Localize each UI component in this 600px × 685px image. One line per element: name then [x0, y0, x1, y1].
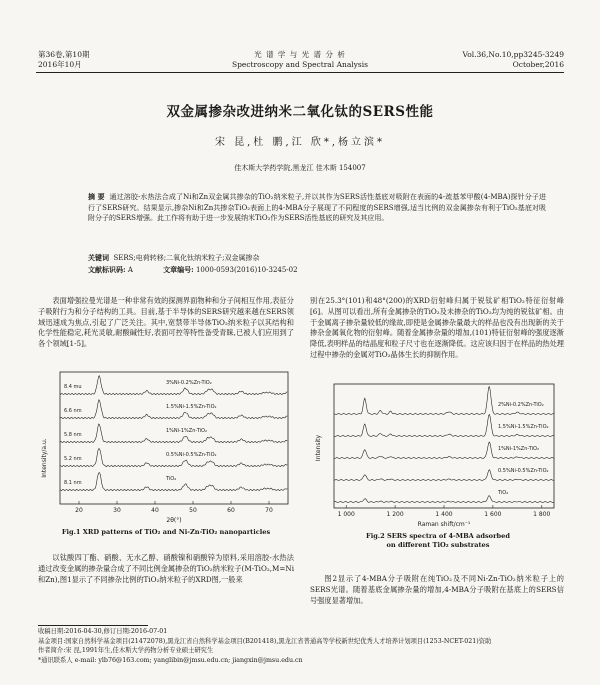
fig1-size-label: 8.1 nm	[64, 480, 82, 486]
fig1-xlabel: 2θ(°)	[166, 517, 182, 524]
article-number: 1000-0593(2016)10-3245-02	[195, 266, 298, 274]
journal-title-cn: 光 谱 学 与 光 谱 分 析	[254, 50, 346, 59]
classification-value: A	[127, 266, 133, 274]
abstract-text: 通过溶胶-水热法合成了Ni和Zn双金属共掺杂的TiO₂纳米粒子,并以其作为SERS活性基底对吸附在表面的4-巯基苯甲酸(4-MBA)探针分子进行了SERS研究。结果显示,掺杂Ni和Zn共掺杂TiO₂表面上的4-MBA分子展现了不同程度的SERS增强,适当比例的双金属掺杂有利于TiO₂基底对吸附分子的SERS增强。此工作将有助于进一步发展纳米TiO₂作为SERS活性基底的研究及其应用。	[88, 193, 547, 223]
fig1-tick-label: 70	[265, 507, 273, 514]
authors: 宋 昆,杜 鹏,江 欣*,杨立滨*	[214, 137, 386, 148]
footnote-author: 作者简介:宋 昆,1991年生,佳木斯大学药物分析专业硕士研究生	[38, 647, 214, 655]
volume-pages: Vol.36,No.10,pp3245-3249	[462, 50, 564, 59]
figure-1-xrd	[38, 368, 294, 526]
paper-title: 双金属掺杂改进纳米二氧化钛的SERS性能	[166, 104, 434, 120]
fig1-sample-label: 3%Ni-0.2%Zn-TiO₂	[166, 380, 212, 386]
fig1-size-label: 6.6 nm	[64, 408, 82, 414]
classification-label: 文献标识码:	[88, 265, 126, 274]
fig1-size-label: 5.2 nm	[64, 456, 82, 462]
fig1-ylabel: Intensity/a.u.	[41, 438, 48, 478]
month-year: October,2016	[512, 60, 564, 69]
footnotes	[38, 627, 562, 665]
fig2-sample-label: 0.5%Ni-0.5%Zn-TiO₂	[498, 468, 549, 474]
footnote-funding: 基金项目:国家自然科学基金项目(21472078),黑龙江省自然科学基金项目(B201418),黑龙江省普通高等学校新世纪优秀人才培养计划项目(1253-NCET-021)资助	[38, 637, 492, 645]
classification	[88, 265, 546, 275]
fig2-sample-label: 1.5%Ni-1.5%Zn-TiO₂	[498, 424, 549, 430]
footnote-rule	[38, 625, 148, 626]
figure-2-caption	[312, 532, 564, 550]
figure-2-caption-line1: Fig.2 SERS spectra of 4-MBA adsorbed	[366, 532, 510, 540]
fig2-sample-label: TiO₂	[498, 490, 509, 496]
fig2-tick-label: 1 600	[484, 511, 502, 518]
fig1-tick-label: 20	[75, 507, 83, 514]
fig2-sample-label: 1%Ni-1%Zn-TiO₂	[498, 446, 539, 452]
footnote-received: 收稿日期:2016-04-30,修订日期:2016-07-01	[38, 628, 168, 635]
figure-2-caption-line2: on different TiO₂ substrates	[386, 541, 490, 549]
keywords-label: 关键词	[88, 253, 109, 262]
footnote-email: *通讯联系人 e-mail: ylb76@163.com; yanglibin@jmsu.edu.cn; jiangxin@jmsu.edu.cn	[38, 656, 303, 664]
fig1-size-label: 8.4 mu	[64, 384, 82, 390]
fig1-tick-label: 60	[227, 507, 235, 514]
fig1-tick-label: 50	[189, 507, 197, 514]
fig2-tick-label: 1 800	[533, 511, 551, 518]
fig2-spectrum	[334, 496, 554, 503]
header-rule	[36, 72, 564, 73]
figure-2-sers	[312, 380, 564, 530]
publication-date: 2016年10月	[38, 60, 82, 69]
fig2-ylabel: Intensity	[315, 434, 322, 462]
fig1-tick-label: 30	[113, 507, 121, 514]
fig2-tick-label: 1 000	[337, 511, 355, 518]
affiliation: 佳木斯大学药学院,黑龙江 佳木斯 154007	[234, 164, 366, 172]
fig2-tick-label: 1 400	[435, 511, 453, 518]
intro-paragraph: 表面增强拉曼光谱是一种非常有效的探测界面物种和分子间相互作用,表征分子吸附行为和分子结构的工具。目前,基于半导体的SERS研究越来越在SERS领域迅速成为焦点,引起了广泛关注。其中,宽禁带半导体TiO₂纳米粒子以其结构和化学性能稳定,耗光灵敏,耐酸碱性好,表面可控等特性备受青睐,已被人们应用到了各个领域[1-5]。	[38, 296, 294, 349]
header-right	[462, 50, 564, 70]
fig2-xlabel: Raman shift/cm⁻¹	[417, 521, 471, 528]
synthesis-paragraph: 以钛酸四丁酯、硝酸、无水乙醇、硝酸镍和硝酸锌为原料,采用溶胶-水热法通过改变金属的掺杂量合成了不同比例金属掺杂的TiO₂纳米粒子(M-TiO₂,M=Ni和Zn),图1显示了不同掺杂比例的TiO₂纳米粒子的XRD图,一般来	[38, 553, 294, 584]
sers-paragraph: 图2显示了4-MBA分子吸附在纯TiO₂及不同Ni-Zn-TiO₂纳米粒子上的SERS光谱。随着基底金属掺杂量的增加,4-MBA分子吸附在基底上的SERS信号强度显著增加。	[310, 574, 564, 605]
abstract	[88, 192, 546, 224]
fig1-sample-label: TiO₂	[166, 476, 177, 482]
keywords-text: SERS;电荷转移;二氧化钛纳米粒子;双金属掺杂	[113, 254, 260, 262]
journal-title-en: Spectroscopy and Spectral Analysis	[231, 60, 369, 69]
keywords	[88, 253, 546, 263]
fig1-size-label: 5.8 nm	[64, 432, 82, 438]
fig1-sample-label: 0.5%Ni-0.5%Zn-TiO₂	[166, 452, 217, 458]
volume-issue: 第36卷,第10期	[38, 50, 90, 59]
fig1-frame	[60, 372, 288, 504]
fig1-sample-label: 1%Ni-1%Zn-TiO₂	[166, 428, 207, 434]
fig1-sample-label: 1.5%Ni-1.5%Zn-TiO₂	[166, 404, 217, 410]
xrd-discussion-paragraph: 别在25.3°(101)和48°(200)的XRD衍射峰归属于锐钛矿相TiO₂特征衍射峰[6]。从图可以看出,所有金属掺杂的TiO₂及未掺杂的TiO₂均为纯的锐钛矿相。由于金属离子掺杂量较低的缘故,即使是金属掺杂量最大的样品也没有出现新的关于掺杂金属氧化物的衍射峰。随着金属掺杂量的增加,(101)特征衍射峰的强度逐渐降低,表明样品的结晶度和粒子尺寸也在逐渐降低。这应该归因于在样品的热处理过程中掺杂的金属对TiO₂晶体生长的抑制作用。	[310, 296, 564, 359]
figure-1-caption: Fig.1 XRD patterns of TiO₂ and Ni-Zn-TiO₂ nanoparticles	[61, 528, 271, 536]
fig2-sample-label: 2%Ni-0.2%Zn-TiO₂	[498, 402, 544, 408]
fig1-tick-label: 40	[151, 507, 159, 514]
abstract-label: 摘 要	[88, 192, 105, 201]
fig2-tick-label: 1 200	[386, 511, 404, 518]
fig2-spectrum	[334, 387, 554, 415]
article-number-label: 文章编号:	[163, 265, 194, 274]
